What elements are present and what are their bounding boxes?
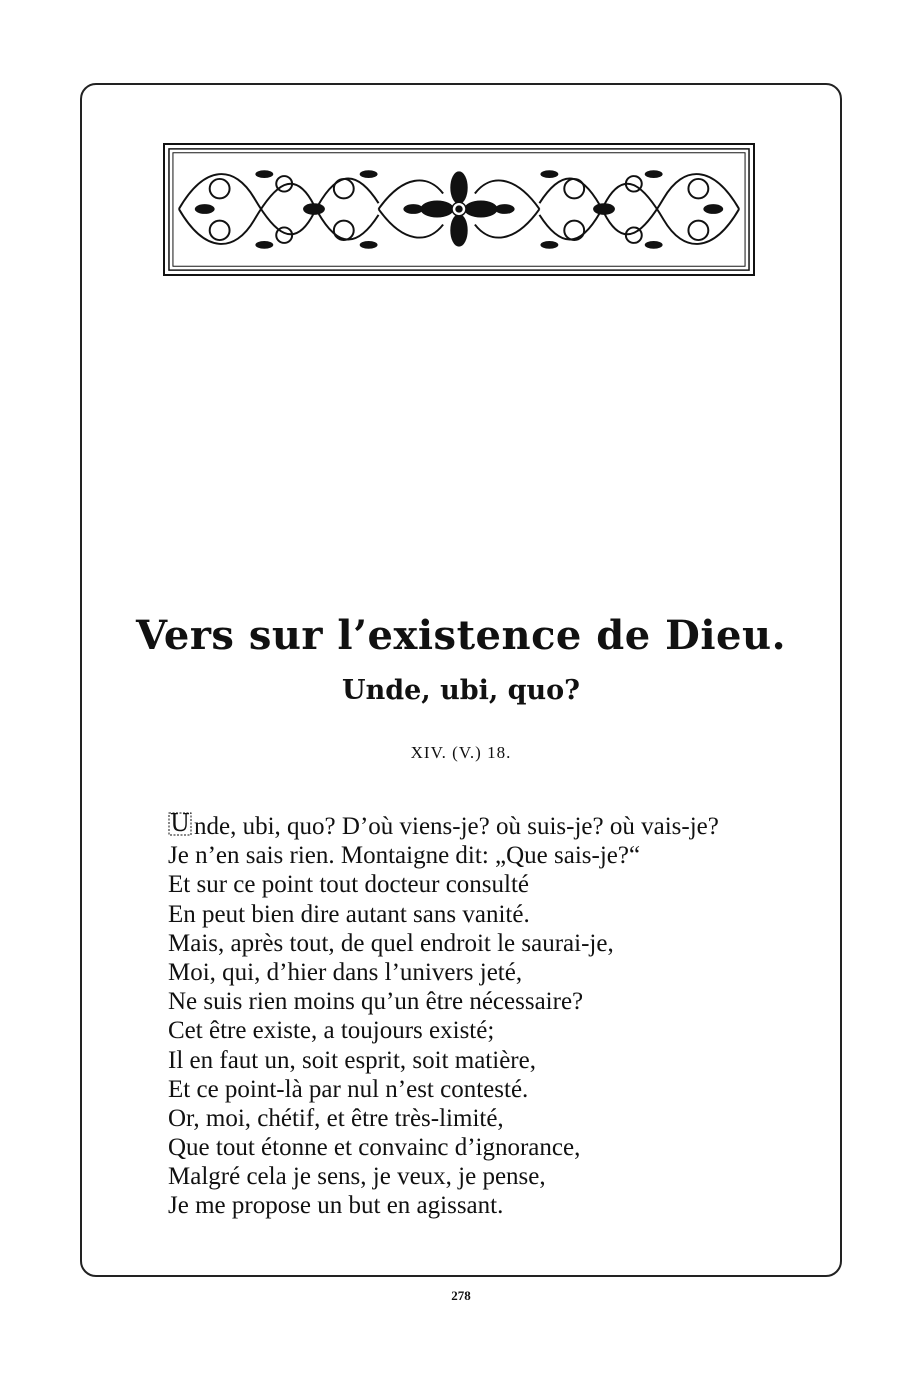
- poem-line: Et ce point-là par nul n’est contesté.: [168, 1075, 529, 1103]
- poem-line: Que tout étonne et convainc d’ignorance,: [168, 1134, 581, 1162]
- poem-line: Il en faut un, soit esprit, soit matière,: [168, 1046, 536, 1074]
- poem-line: Je n’en sais rien. Montaigne dit: „Que sais-je?“: [168, 842, 641, 870]
- floral-ornament-icon: [163, 143, 755, 276]
- poem-line: Malgré cela je sens, je veux, je pense,: [168, 1163, 546, 1191]
- poem-subtitle: Unde, ubi, quo?: [342, 675, 580, 706]
- poem-line: Ne suis rien moins qu’un être nécessaire?: [168, 988, 584, 1016]
- section-reference: XIV. (V.) 18.: [410, 743, 512, 762]
- decorated-initial-icon: [168, 809, 192, 837]
- poem-body: [168, 809, 818, 1221]
- page-number: 278: [451, 1288, 471, 1303]
- poem-line: Mais, après tout, de quel endroit le saurai-je,: [168, 929, 614, 957]
- first-line-text: nde, ubi, quo? D’où viens-je? où suis-je? où vais-je?: [194, 813, 719, 840]
- initial-letter: U: [169, 809, 191, 837]
- poem-title: Vers sur l’existence de Dieu.: [136, 612, 786, 659]
- poem-line: Or, moi, chétif, et être très-limité,: [168, 1104, 504, 1132]
- poem-line: [168, 809, 818, 841]
- poem-line: Cet être existe, a toujours existé;: [168, 1017, 495, 1045]
- poem-line: Et sur ce point tout docteur consulté: [168, 871, 530, 899]
- poem-line: Moi, qui, d’hier dans l’univers jeté,: [168, 958, 523, 986]
- poem-line: En peut bien dire autant sans vanité.: [168, 900, 530, 928]
- poem-line: Je me propose un but en agissant.: [168, 1192, 504, 1220]
